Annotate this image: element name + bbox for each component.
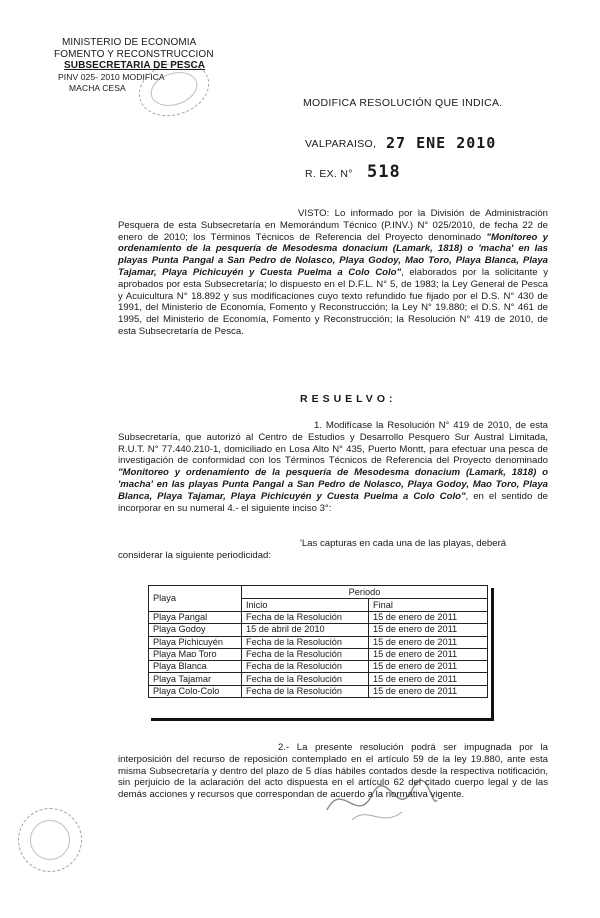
cell-playa: Playa Tajamar [149,673,242,685]
cell-inicio: Fecha de la Resolución [242,648,369,660]
letterhead-reference-2: MACHA CESA [69,83,126,93]
letterhead-subsecretaria: SUBSECRETARIA DE PESCA [64,60,206,71]
table-row [149,673,488,685]
cell-final: 15 de enero de 2011 [369,685,488,697]
item-1-paragraph [118,420,548,514]
document-subject: MODIFICA RESOLUCIÓN QUE INDICA. [303,97,503,109]
visto-project-title: "Monitoreo y ordenamiento de la pesquería de Mesodesma donacium (Lamark, 1818) o 'macha' en las playas Punta Pangal a San Pedro de Nolasco, Playa Godoy, Mao Toro, Playa Blanca, Playa Tajamar, Playa Pichicuyén y Cuesta Puelma a Colo Colo" [118,231,548,278]
cell-playa: Playa Blanca [149,661,242,673]
letterhead-ministry: MINISTERIO DE ECONOMIA [62,37,197,48]
handwritten-date: 27 ENE 2010 [386,134,497,152]
cell-inicio: 15 de abril de 2010 [242,624,369,636]
resuelvo-heading: RESUELVO: [300,393,397,405]
table-row [149,612,488,624]
header-playa: Playa [149,586,242,612]
cell-playa: Playa Mao Toro [149,648,242,660]
item-1-text-1: 1. Modifícase la Resolución N° 419 de 2010, de esta Subsecretaría, que autorizó al Centro de Estudios y Desarrollo Pesquero Sur Austral Limitada, R.U.T. N° 77.440.210-1, domiciliado en Losa Alto N° 435, Puerto Montt, para efectuar una pesca de investigación de conformidad con los Términos Técnicos de Referencia del Proyecto denominado [118,420,548,467]
place-label: VALPARAISO, [305,138,377,150]
cell-playa: Playa Pangal [149,612,242,624]
cell-playa: Playa Pichicuyén [149,636,242,648]
cell-inicio: Fecha de la Resolución [242,661,369,673]
bottom-seal-inner-ring [30,820,70,860]
letterhead-reference: PINV 025- 2010 MODIFICA [58,71,165,82]
header-inicio: Inicio [242,599,369,612]
table-row [149,636,488,648]
item-1-text-2: , en el sentido de incorporar en su numeral 4.- el siguiente inciso 3°: [118,490,548,514]
cell-playa: Playa Godoy [149,624,242,636]
table-row [149,661,488,673]
visto-text-2: , elaborados por la solicitante y aprobados por esta Subsecretaría; lo dispuesto en el D.F.L. N° 5, de 1983; la Ley General de Pesca y Acuicultura N° 18.892 y sus modificaciones cuyo texto refundido fue fijado por el D.S. N° 430 de 1991, del Ministerio de Economía, Fomento y Reconstrucción; la Ley N° 19.880; el D.S. N° 461 de 1995, del Ministerio de Economía, Fomento y Reconstrucción; la Resolución N° 419 de 2010, de esta Subsecretaría de Pesca. [118,266,548,337]
cell-final: 15 de enero de 2011 [369,673,488,685]
header-periodo: Periodo [242,586,488,599]
table-row [149,648,488,660]
cell-final: 15 de enero de 2011 [369,636,488,648]
quote-intro-line-1: 'Las capturas en cada una de las playas, deberá [300,538,507,549]
cell-inicio: Fecha de la Resolución [242,636,369,648]
cell-final: 15 de enero de 2011 [369,612,488,624]
cell-final: 15 de enero de 2011 [369,648,488,660]
table-row [149,624,488,636]
visto-text-1: Lo informado por la División de Administración Pesquera de esta Subsecretaría en Memorándum Técnico (P.INV.) N° 025/2010, de fecha 22 de enero de 2010; los Términos Técnicos de Referencia del Proyecto denominado [118,208,548,243]
cell-playa: Playa Colo-Colo [149,685,242,697]
rex-number: 518 [367,162,401,182]
visto-paragraph [118,208,548,338]
table-row [149,685,488,697]
cell-inicio: Fecha de la Resolución [242,685,369,697]
rex-label: R. EX. N° [305,168,353,180]
cell-inicio: Fecha de la Resolución [242,612,369,624]
cell-inicio: Fecha de la Resolución [242,673,369,685]
cell-final: 15 de enero de 2011 [369,661,488,673]
signature-mark [322,770,442,830]
item-1-project-title: "Monitoreo y ordenamiento de la pesquería de Mesodesma donacium (Lamark, 1818) o 'macha' en las playas Punta Pangal a San Pedro de Nolasco, Playa Godoy, Mao Toro, Playa Blanca, Playa Tajamar, Playa Pichicuyén y Cuesta Puelma a Colo Colo" [118,467,548,502]
quote-intro-line-2: considerar la siguiente periodicidad: [118,550,272,561]
periodicity-table [148,585,488,698]
header-final: Final [369,599,488,612]
letterhead-ministry-2: FOMENTO Y RECONSTRUCCION [54,48,214,60]
item-2-paragraph: 2.- La presente resolución podrá ser impugnada por la interposición del recurso de reposición contemplado en el artículo 59 de la ley 19.880, ante esta misma Subsecretaría y dentro del plazo de 5 días hábiles contados desde la respectiva notificación, sin perjuicio de la aclaración del acto dispuesta en el artículo 62 del citado cuerpo legal y de las demás acciones y recursos que correspondan de acuerdo a la normativa vigente. [118,742,548,801]
visto-lead: VISTO: [298,208,330,219]
cell-final: 15 de enero de 2011 [369,624,488,636]
